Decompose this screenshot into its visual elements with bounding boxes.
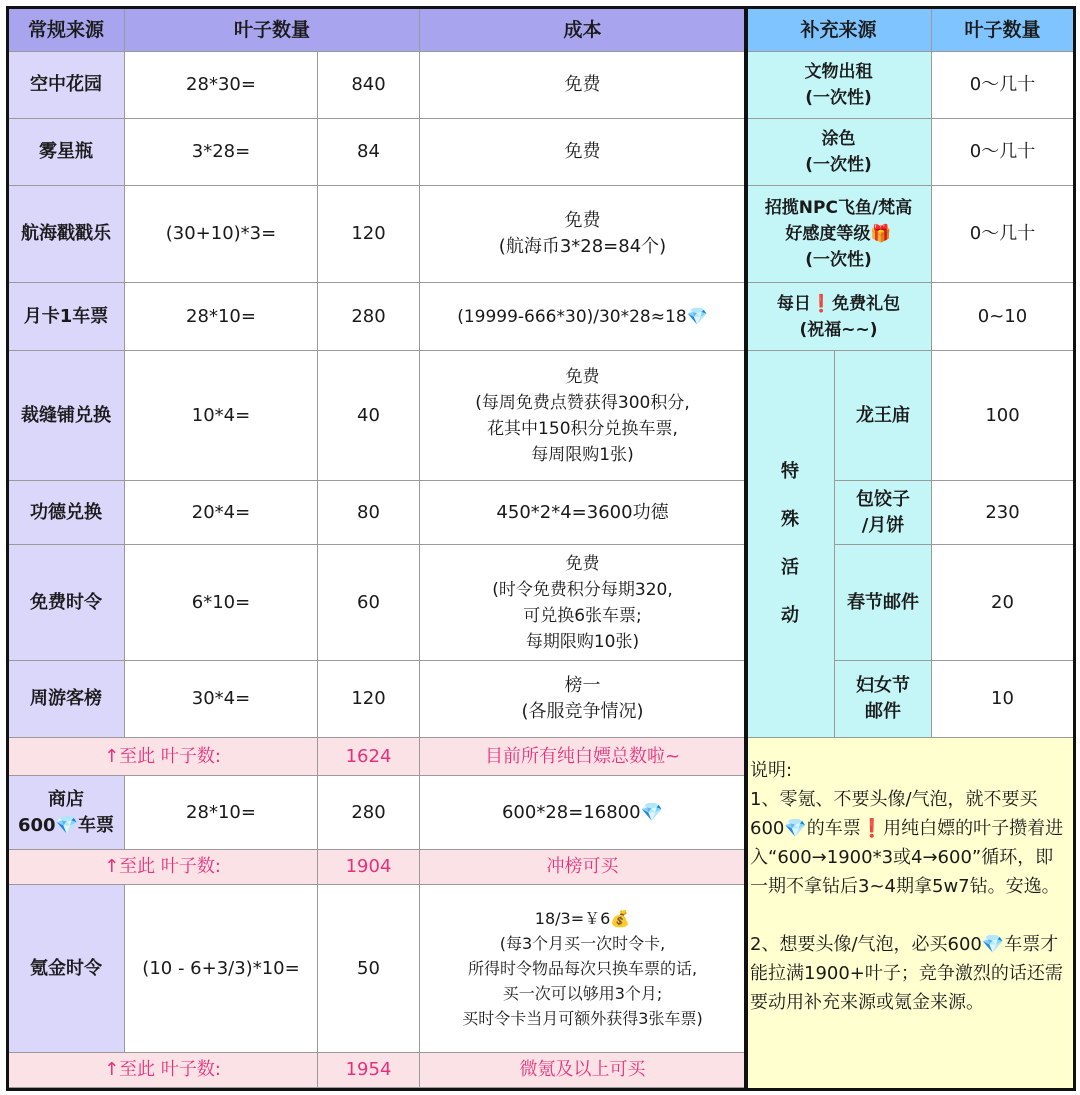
subtotal-note: 冲榜可买 [420, 850, 746, 885]
supplement-source: 招揽NPC飞鱼/梵高 好感度等级🎁 (一次性) [746, 186, 932, 283]
table-row-cost: (19999-666*30)/30*28≈18💎 [420, 283, 746, 351]
table-row-formula: 30*4= [125, 661, 318, 738]
table-row-formula: 28*30= [125, 52, 318, 119]
table-row-cost: 免费 [420, 52, 746, 119]
supplement-leaves: 0～几十 [932, 52, 1074, 119]
special-event-char: 动 [781, 605, 799, 626]
header-leaf-count: 叶子数量 [125, 8, 420, 52]
table-row-source: 航海戳戳乐 [8, 186, 125, 283]
table-row-source: 氪金时令 [8, 885, 125, 1053]
table-row-leaves: 84 [318, 119, 420, 186]
subtotal-note: 目前所有纯白嫖总数啦~ [420, 738, 746, 776]
table-row-formula: 10*4= [125, 351, 318, 481]
table-row-cost: 18/3=￥6💰 (每3个月买一次时令卡, 所得时令物品每次只换车票的话, 买一次可以够用3个月; 买时令卡当月可额外获得3张车票) [420, 885, 746, 1053]
table-row-formula: 6*10= [125, 545, 318, 661]
subtotal-value: 1904 [318, 850, 420, 885]
subtotal-value: 1954 [318, 1053, 420, 1088]
explanation-note: 说明: 1、零氪、不要头像/气泡，就不要买600💎的车票❗用纯白嫖的叶子攒着进入“600→1900*3或4→600”循环，即一期不拿钻后3~4期拿5w7钻。安逸。 2、想要头像/气泡，必买600💎车票才能拉满1900+叶子；竞争激烈的话还需要动用补充来源或氪金来源。 [746, 738, 1074, 1088]
table-row-cost: 免费 (航海币3*28=84个) [420, 186, 746, 283]
special-event-item: 妇女节 邮件 [835, 661, 932, 738]
supplement-source: 涂色 (一次性) [746, 119, 932, 186]
table-row-formula: 28*10= [125, 776, 318, 850]
table-row-formula: 3*28= [125, 119, 318, 186]
special-event-item: 包饺子 /月饼 [835, 481, 932, 545]
subtotal-label: ↑至此 叶子数: [8, 1053, 318, 1088]
special-event-leaves: 20 [932, 545, 1074, 661]
subtotal-label: ↑至此 叶子数: [8, 738, 318, 776]
table-row-leaves: 840 [318, 52, 420, 119]
special-event-char: 活 [781, 557, 799, 578]
table-row-source: 商店 600💎车票 [8, 776, 125, 850]
special-event-char: 殊 [781, 509, 799, 530]
table-row-cost: 免费 (时令免费积分每期320, 可兑换6张车票; 每期限购10张) [420, 545, 746, 661]
table-row-cost: 450*2*4=3600功德 [420, 481, 746, 545]
table-row-leaves: 50 [318, 885, 420, 1053]
table-row-leaves: 120 [318, 186, 420, 283]
table-row-leaves: 120 [318, 661, 420, 738]
special-event-item: 龙王庙 [835, 351, 932, 481]
table-row-leaves: 40 [318, 351, 420, 481]
header-cost: 成本 [420, 8, 746, 52]
supplement-leaves: 0～几十 [932, 186, 1074, 283]
special-event-item: 春节邮件 [835, 545, 932, 661]
subtotal-label: ↑至此 叶子数: [8, 850, 318, 885]
table-row-source: 周游客榜 [8, 661, 125, 738]
table-row-leaves: 80 [318, 481, 420, 545]
subtotal-note: 微氪及以上可买 [420, 1053, 746, 1088]
special-event-leaves: 100 [932, 351, 1074, 481]
header-leaf-count-right: 叶子数量 [932, 8, 1074, 52]
table-row-source: 免费时令 [8, 545, 125, 661]
special-event-label [746, 351, 835, 738]
supplement-source: 每日❗免费礼包 (祝福~~) [746, 283, 932, 351]
table-row-leaves: 280 [318, 776, 420, 850]
table-row-leaves: 280 [318, 283, 420, 351]
table-row-cost: 免费 [420, 119, 746, 186]
table-row-cost: 免费 (每周免费点赞获得300积分, 花其中150积分兑换车票, 每周限购1张) [420, 351, 746, 481]
table-row-cost: 榜一 (各服竞争情况) [420, 661, 746, 738]
table-row-leaves: 60 [318, 545, 420, 661]
table-row-source: 空中花园 [8, 52, 125, 119]
table-row-formula: (10 - 6+3/3)*10= [125, 885, 318, 1053]
table-row-source: 月卡1车票 [8, 283, 125, 351]
table-row-formula: 20*4= [125, 481, 318, 545]
supplement-leaves: 0~10 [932, 283, 1074, 351]
table-row-formula: (30+10)*3= [125, 186, 318, 283]
header-regular-source: 常规来源 [8, 8, 125, 52]
table-row-source: 雾星瓶 [8, 119, 125, 186]
table-row-source: 裁缝铺兑换 [8, 351, 125, 481]
subtotal-value: 1624 [318, 738, 420, 776]
table-row-formula: 28*10= [125, 283, 318, 351]
header-supplement-source: 补充来源 [746, 8, 932, 52]
special-event-leaves: 10 [932, 661, 1074, 738]
supplement-source: 文物出租 (一次性) [746, 52, 932, 119]
special-event-leaves: 230 [932, 481, 1074, 545]
table-row-cost: 600*28=16800💎 [420, 776, 746, 850]
special-event-char: 特 [781, 461, 799, 482]
table-row-source: 功德兑换 [8, 481, 125, 545]
supplement-leaves: 0～几十 [932, 119, 1074, 186]
